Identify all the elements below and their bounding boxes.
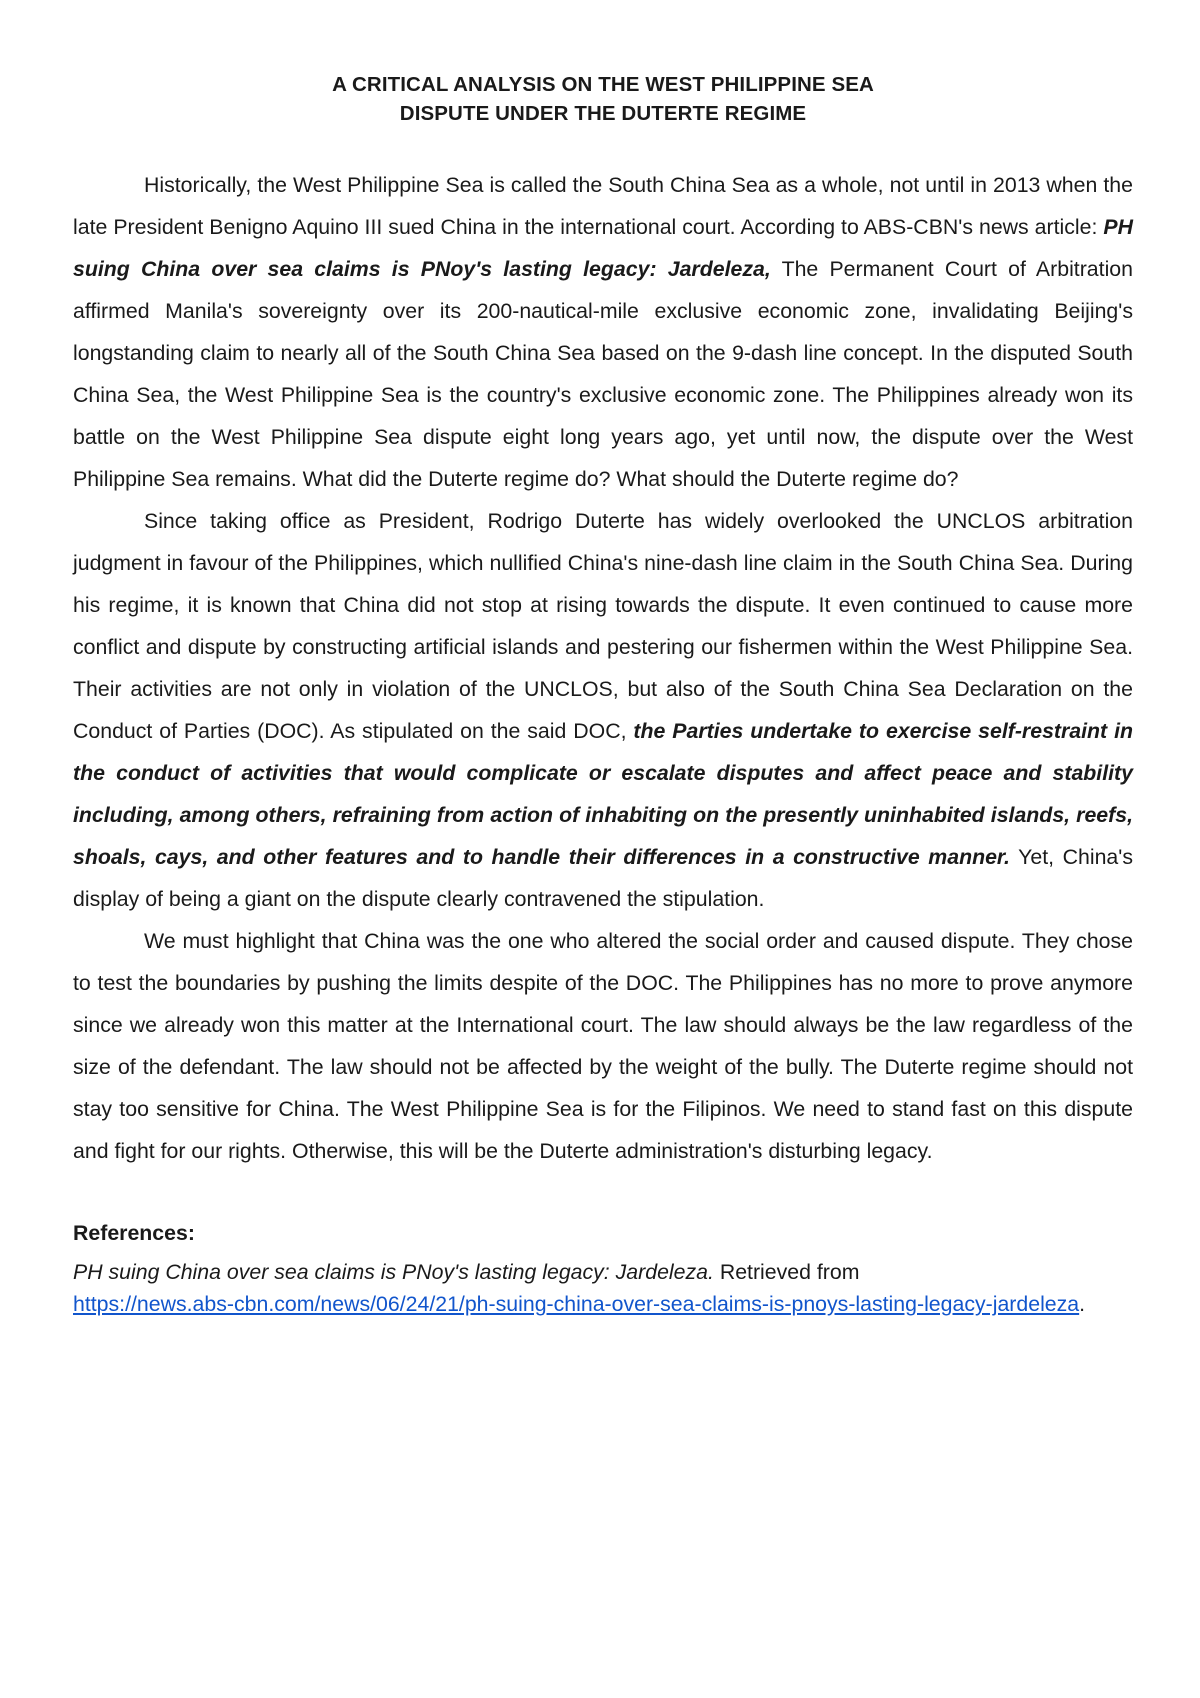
reference-retrieved: Retrieved from xyxy=(713,1260,860,1284)
paragraph-1-text-c: The Permanent Court of Arbitration affirmed Manila's sovereignty over its 200-nautical-mile exclusive economic zone, invalidating Beijing's longstanding claim to nearly all of the South China Sea based on the 9-dash line concept. In the disputed South China Sea, the West Philippine Sea is the country's exclusive economic zone. The Philippines already won its battle on the West Philippine Sea dispute eight long years ago, yet until now, the dispute over the West Philippine Sea remains. What did the Duterte regime do? What should the Duterte regime do? xyxy=(73,257,1133,491)
document-page xyxy=(73,70,1133,1320)
title-line-2: DISPUTE UNDER THE DUTERTE REGIME xyxy=(399,102,807,125)
reference-link[interactable]: https://news.abs-cbn.com/news/06/24/21/ph-suing-china-over-sea-claims-is-pnoys-lasting-legacy-jardeleza xyxy=(73,1292,1080,1316)
reference-entry xyxy=(73,1256,1133,1320)
paragraph-2-doc-quote: the Parties undertake to exercise self-restraint in the conduct of activities that would complicate or escalate disputes and affect peace and stability including, among others, refraining from action of inhabiting on the presently uninhabited islands, reefs, shoals, cays, and other features and to handle their differences in a constructive manner. xyxy=(73,719,1133,869)
paragraph-2-text-a: Since taking office as President, Rodrigo Duterte has widely overlooked the UNCLOS arbitration judgment in favour of the Philippines, which nullified China's nine-dash line claim in the South China Sea. During his regime, it is known that China did not stop at rising towards the dispute. It even continued to cause more conflict and dispute by constructing artificial islands and pestering our fishermen within the West Philippine Sea. Their activities are not only in violation of the UNCLOS, but also of the South China Sea Declaration on the Conduct of Parties (DOC). As stipulated on the said DOC, xyxy=(73,509,1133,743)
paragraph-1-article-title: PH suing China over sea claims is PNoy's lasting legacy: Jardeleza, xyxy=(73,215,1133,281)
title-line-1: A CRITICAL ANALYSIS ON THE WEST PHILIPPINE SEA xyxy=(332,73,874,96)
reference-end: . xyxy=(1079,1292,1086,1316)
references-heading: References: xyxy=(73,1221,195,1245)
document-title xyxy=(73,70,1133,128)
paragraph-2-text-c: Yet, China's display of being a giant on the dispute clearly contravened the stipulation. xyxy=(73,845,1133,911)
paragraph-3: We must highlight that China was the one who altered the social order and caused dispute. They chose to test the boundaries by pushing the limits despite of the DOC. The Philippines has no more to prove anymore since we already won this matter at the International court. The law should always be the law regardless of the size of the defendant. The law should not be affected by the weight of the bully. The Duterte regime should not stay too sensitive for China. The West Philippine Sea is for the Filipinos. We need to stand fast on this dispute and fight for our rights. Otherwise, this will be the Duterte administration's disturbing legacy. xyxy=(73,929,1133,1163)
paragraph-1 xyxy=(73,164,1133,500)
paragraph-2 xyxy=(73,500,1133,920)
paragraph-1-text-a: Historically, the West Philippine Sea is called the South China Sea as a whole, not until in 2013 when the late President Benigno Aquino III sued China in the international court. According to ABS-CBN's news article: xyxy=(73,173,1133,239)
reference-title: PH suing China over sea claims is PNoy's lasting legacy: Jardeleza. xyxy=(73,1260,714,1284)
